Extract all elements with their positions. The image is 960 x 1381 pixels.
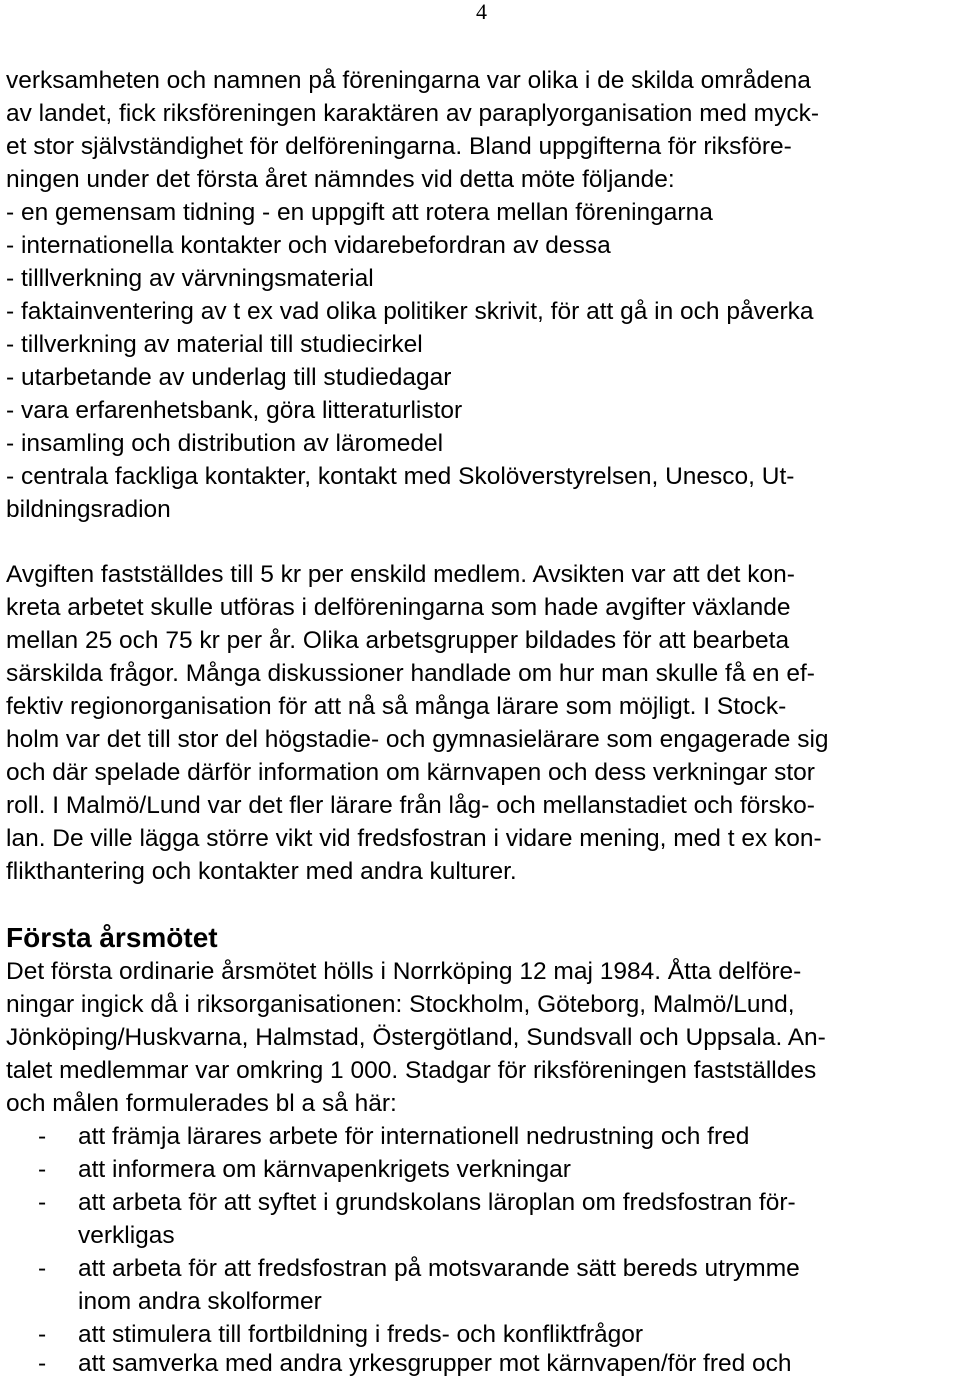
text-line: av landet, fick riksföreningen karaktären av paraplyorganisation med myck- <box>6 100 819 127</box>
text-line: flikthantering och kontakter med andra kulturer. <box>6 858 517 885</box>
text-line: lan. De ville lägga större vikt vid fredsfostran i vidare mening, med t ex kon- <box>6 825 822 852</box>
task-item: - internationella kontakter och vidarebefordran av dessa <box>6 232 611 259</box>
list-item-continuation: inom andra skolformer <box>78 1288 322 1315</box>
list-bullet: - <box>38 1321 47 1348</box>
text-line: fektiv regionorganisation för att nå så många lärare som möjligt. I Stock- <box>6 693 787 720</box>
task-item: - vara erfarenhetsbank, göra litteraturlistor <box>6 397 463 424</box>
text-line: mellan 25 och 75 kr per år. Olika arbetsgrupper bildades för att bearbeta <box>6 627 790 654</box>
list-item-text: att samverka med andra yrkesgrupper mot kärnvapen/för fred och <box>78 1350 792 1377</box>
task-item: - insamling och distribution av läromedel <box>6 430 444 457</box>
text-line: holm var det till stor del högstadie- och gymnasielärare som engagerade sig <box>6 726 829 753</box>
text-line: och målen formulerades bl a så här: <box>6 1090 397 1117</box>
list-bullet: - <box>38 1156 47 1183</box>
list-item-continuation: verkligas <box>78 1222 175 1249</box>
text-line: ningen under det första året nämndes vid detta möte följande: <box>6 166 675 193</box>
list-bullet: - <box>38 1255 47 1282</box>
list-item-text: att arbeta för att fredsfostran på motsvarande sätt bereds utrymme <box>78 1255 800 1282</box>
list-item-text: att främja lärares arbete för internationell nedrustning och fred <box>78 1123 750 1150</box>
text-line: och där spelade därför information om kärnvapen och dess verkningar stor <box>6 759 815 786</box>
task-item: - tilllverkning av värvningsmaterial <box>6 265 374 292</box>
list-bullet: - <box>38 1350 47 1377</box>
list-bullet: - <box>38 1189 47 1216</box>
task-item: - en gemensam tidning - en uppgift att rotera mellan föreningarna <box>6 199 713 226</box>
task-item: - faktainventering av t ex vad olika politiker skrivit, för att gå in och påverka <box>6 298 814 325</box>
text-line: Det första ordinarie årsmötet hölls i Norrköping 12 maj 1984. Åtta delföre- <box>6 958 802 985</box>
section-heading: Första årsmötet <box>6 922 218 953</box>
list-bullet: - <box>38 1123 47 1150</box>
text-line: Avgiften fastställdes till 5 kr per enskild medlem. Avsikten var att det kon- <box>6 561 795 588</box>
task-item: - utarbetande av underlag till studiedagar <box>6 364 452 391</box>
task-item: - centrala fackliga kontakter, kontakt med Skolöverstyrelsen, Unesco, Ut- <box>6 463 795 490</box>
text-line: et stor självständighet för delföreningarna. Bland uppgifterna för riksföre- <box>6 133 792 160</box>
page-number: 4 <box>476 0 487 24</box>
text-line: särskilda frågor. Många diskussioner handlade om hur man skulle få en ef- <box>6 660 815 687</box>
list-item-text: att stimulera till fortbildning i freds- och konfliktfrågor <box>78 1321 644 1348</box>
list-item-text: att arbeta för att syftet i grundskolans läroplan om fredsfostran för- <box>78 1189 796 1216</box>
text-line: roll. I Malmö/Lund var det fler lärare från låg- och mellanstadiet och försko- <box>6 792 815 819</box>
text-line: kreta arbetet skulle utföras i delföreningarna som hade avgifter växlande <box>6 594 791 621</box>
text-line: bildningsradion <box>6 496 171 523</box>
text-line: verksamheten och namnen på föreningarna var olika i de skilda områdena <box>6 67 811 94</box>
list-item-text: att informera om kärnvapenkrigets verkningar <box>78 1156 571 1183</box>
text-line: talet medlemmar var omkring 1 000. Stadgar för riksföreningen fastställdes <box>6 1057 817 1084</box>
task-item: - tillverkning av material till studiecirkel <box>6 331 423 358</box>
text-line: ningar ingick då i riksorganisationen: Stockholm, Göteborg, Malmö/Lund, <box>6 991 795 1018</box>
text-line: Jönköping/Huskvarna, Halmstad, Östergötland, Sundsvall och Uppsala. An- <box>6 1024 826 1051</box>
